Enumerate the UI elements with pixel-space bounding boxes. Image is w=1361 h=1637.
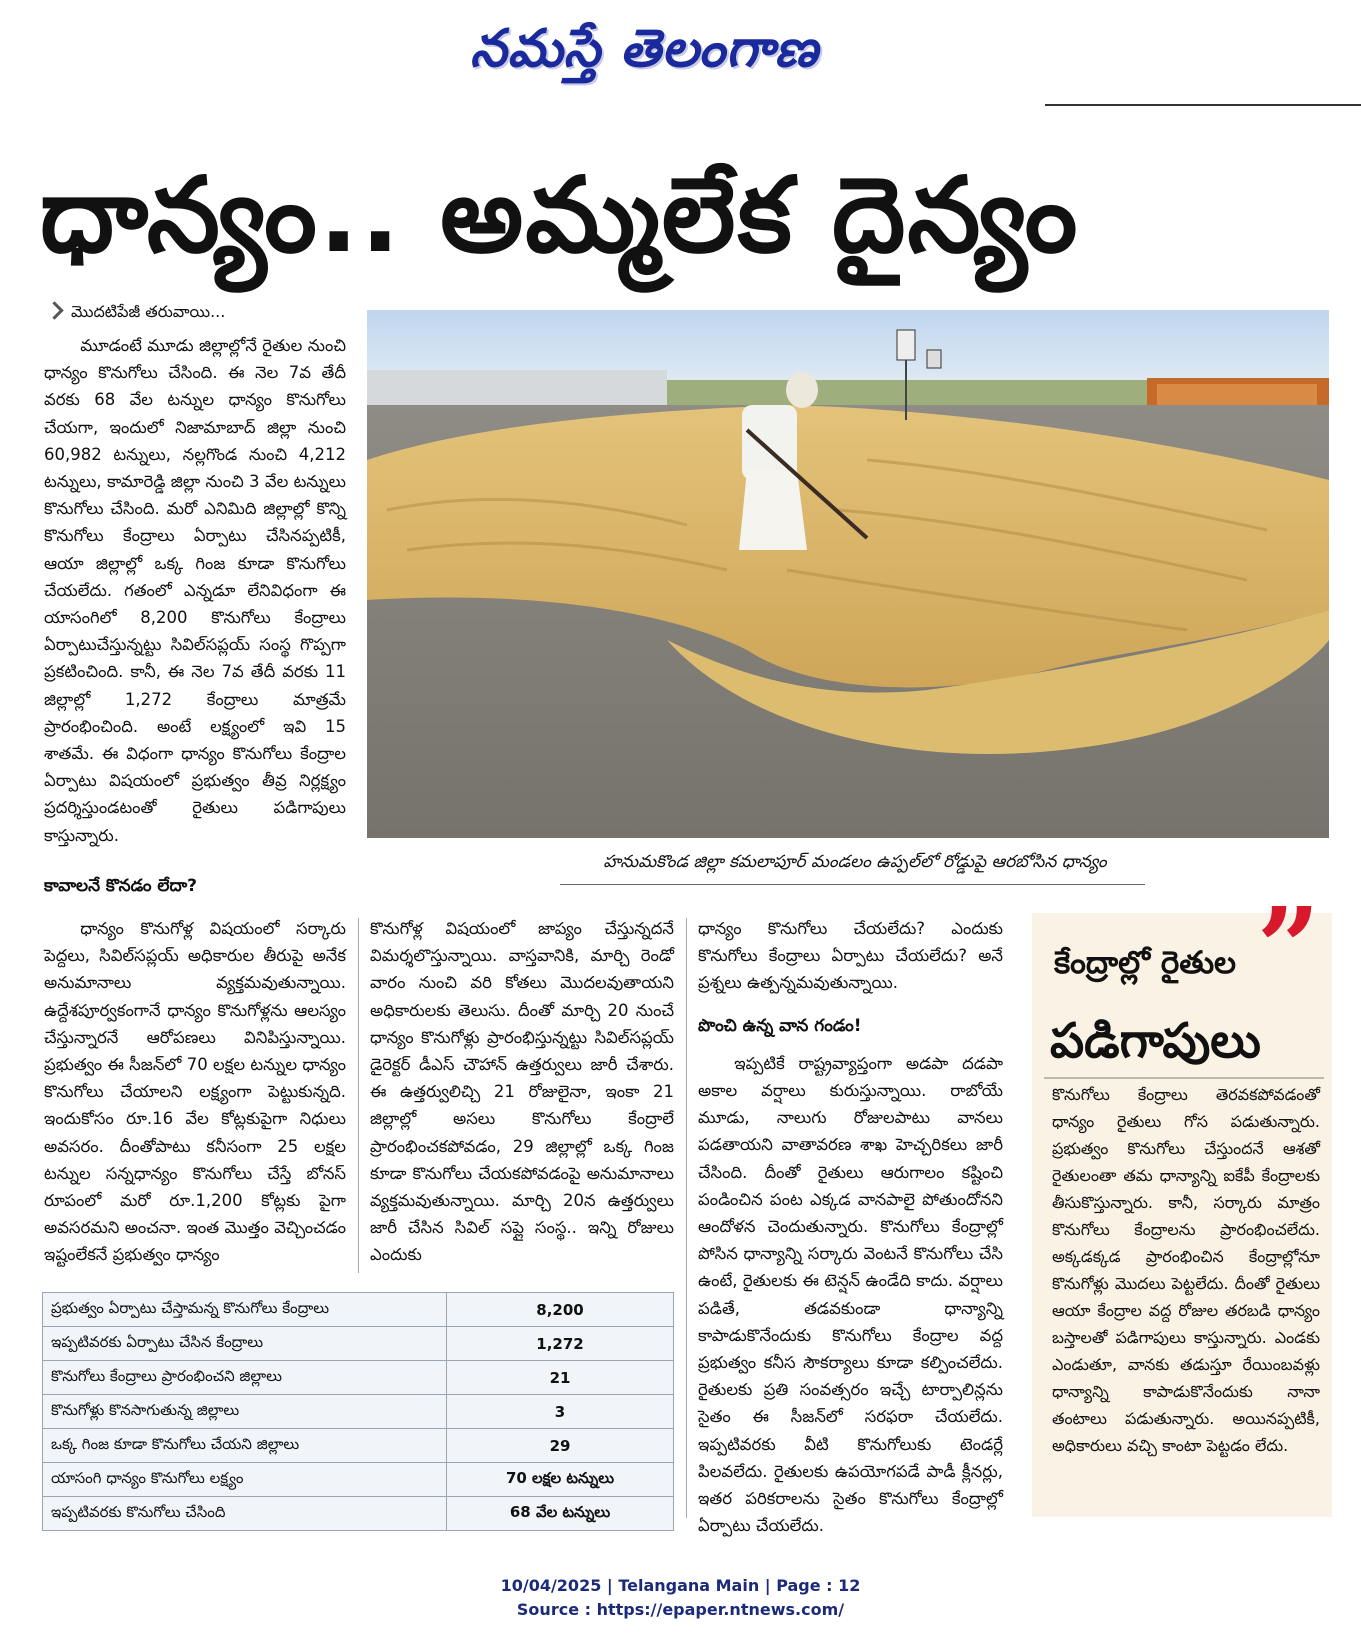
paragraph: ఇప్పటికే రాష్ట్రవ్యాప్తంగా అడపా దడపా అకాల వర్షాలు కురుస్తున్నాయి. రాబోయే మూడు, నాలుగు రోజులపాటు వానలు పడతాయని వాతావరణ శాఖ హెచ్చరికలు జారీ చేసింది. దీంతో రైతులు ఆరుగాలం కష్టించి పండించిన పంట ఎక్కడ వానపాలై పోతుందోనని ఆందోళన చెందుతున్నారు. కొనుగోలు కేంద్రాల్లో పోసిన ధాన్యాన్ని సర్కారు వెంటనే కొనుగోలు చేసి ఉంటే, రైతులకు ఈ టెన్షన్ ఉండేది కాదు. వర్షాలు పడితే, తడవకుండా ధాన్యాన్ని కాపాడుకొనేందుకు కొనుగోలు కేంద్రాల వద్ద ప్రభుత్వం కనీస సౌకర్యాలు కూడా కల్పించలేదు. రైతులకు ప్రతి సంవత్సరం ఇచ్చే టార్పాలిన్లను సైతం ఈ సీజన్‌లో సరఫరా చేయలేదు. ఇప్పటివరకు వీటి కొనుగోలుకు టెండర్లే పిలవలేదు. రైతులకు ఉపయోగపడే పాడీ క్లీనర్లు, ఇతర పరికరాలను సైతం కొనుగోలు కేంద్రాల్లో ఏర్పాటు చేయలేదు. bbox=[698, 1053, 1003, 1536]
sidebar-title-line2: పడిగాపులు bbox=[1050, 1013, 1261, 1069]
table-row bbox=[43, 1327, 674, 1361]
table-cell-value: 1,272 bbox=[447, 1327, 674, 1361]
table-cell-label: ఇప్పటివరకు కొనుగోలు చేసింది bbox=[43, 1497, 447, 1531]
sidebar-body: కొనుగోలు కేంద్రాలు తెరవకపోవడంతో ధాన్యం రైతులు గోస పడుతున్నారు. ప్రభుత్వం కొనుగోలు చేస్తుందనే ఆశతో రైతులంతా తమ ధాన్యాన్ని ఐకేపీ కేంద్రాలకు తీసుకొస్తున్నారు. కానీ, సర్కారు మాత్రం కొనుగోలు కేంద్రాలను ప్రారంభించలేదు. అక్కడక్కడ ప్రారంభించిన కేంద్రాల్లోనూ కొనుగోళ్లు మొదలు పెట్టలేదు. దీంతో రైతులు ఆయా కేంద్రాల వద్ద రోజుల తరబడి ధాన్యం బస్తాలతో పడిగాపులు కాస్తున్నారు. ఎండకు ఎండుతూ, వానకు తడుస్తూ రేయింబవళ్లు ధాన్యాన్ని కాపాడుకొనేందుకు నానా తంటాలు పడుతున్నారు. అయినప్పటికీ, అధికారులు వచ్చి కాంటా పెట్టడం లేదు. bbox=[1052, 1085, 1320, 1455]
table-cell-value: 3 bbox=[447, 1395, 674, 1429]
headline: ధాన్యం.. అమ్మలేక దైన్యం bbox=[40, 154, 1080, 276]
table-cell-label: యాసంగి ధాన్యం కొనుగోలు లక్ష్యం bbox=[43, 1463, 447, 1497]
article-photo bbox=[367, 310, 1329, 838]
table-cell-label: ఇప్పటివరకు ఏర్పాటు చేసిన కేంద్రాలు bbox=[43, 1327, 447, 1361]
photo-caption: హనుమకొండ జిల్లా కమలాపూర్ మండలం ఉప్పల్‌లో రోడ్డుపై ఆరబోసిన ధాన్యం bbox=[603, 852, 1107, 872]
article-column-2 bbox=[44, 915, 346, 1275]
chevron-right-icon bbox=[45, 301, 63, 319]
table-row bbox=[43, 1497, 674, 1531]
table-cell-value: 70 లక్షల టన్నులు bbox=[447, 1463, 674, 1497]
paragraph: కొనుగోళ్ల విషయంలో జాప్యం చేస్తున్నదనే విమర్శలొస్తున్నాయి. వాస్తవానికి, మార్చి రెండో వారం నుంచి వరి కోతలు మొదలవుతాయని అధికారులకు తెలుసు. దీంతో మార్చి 20 నుంచే ధాన్యం కొనుగోళ్లు ప్రారంభిస్తున్నట్టు సివిల్‌సప్లయ్ డైరెక్టర్ డీఎస్ చౌహాన్ ఉత్తర్వులు జారీ చేశారు. ఈ ఉత్తర్వులిచ్చి 21 రోజులైనా, ఇంకా 21 జిల్లాల్లో అసలు కొనుగోలు కేంద్రాలే ప్రారంభించకపోవడం, 29 జిల్లాల్లో ఒక్క గింజ కూడా కొనుగోలు చేయకపోవడంపై అనుమానాలు వ్యక్తమవుతున్నాయి. మార్చి 20న ఉత్తర్వులు జారీ చేసిన సివిల్ సప్లై సంస్థ.. ఇన్ని రోజులు ఎందుకు bbox=[370, 919, 674, 1265]
article-column-3 bbox=[370, 915, 674, 1275]
sidebar-rule bbox=[1044, 1077, 1324, 1079]
subheading: కావాలనే కొనడం లేదా? bbox=[44, 876, 198, 896]
kicker-text: మొదటిపేజీ తరువాయి... bbox=[71, 302, 226, 321]
column-divider bbox=[686, 918, 687, 1518]
paragraph: ధాన్యం కొనుగోలు చేయలేదు? ఎందుకు కొనుగోలు కేంద్రాలు ఏర్పాటు చేయలేదు? అనే ప్రశ్నలు ఉత్పన్నమవుతున్నాయి. bbox=[698, 919, 1003, 993]
sidebar-box bbox=[1032, 883, 1332, 1517]
table-row bbox=[43, 1361, 674, 1395]
paragraph: మూడంటే మూడు జిల్లాల్లోనే రైతుల నుంచి ధాన్యం కొనుగోలు చేసింది. ఈ నెల 7వ తేదీ వరకు 68 వేల టన్నుల ధాన్యం కొనుగోలు చేయగా, ఇందులో నిజామాబాద్ జిల్లా నుంచి 60,982 టన్నులు, నల్లగొండ నుంచి 4,212 టన్నులు, కామారెడ్డి జిల్లా నుంచి 3 వేల టన్నులు కొనుగోలు చేసింది. మరో ఎనిమిది జిల్లాల్లో కొన్ని కొనుగోలు కేంద్రాలు ఏర్పాటు చేసినప్పటికీ, ఆయా జిల్లాల్లో ఒక్క గింజ కూడా కొనుగోలు చేయలేదు. గతంలో ఎన్నడూ లేనివిధంగా ఈ యాసంగిలో 8,200 కొనుగోలు కేంద్రాలు ఏర్పాటుచేస్తున్నట్టు సివిల్‌సప్లయ్ సంస్థ గొప్పగా ప్రకటించింది. కానీ, ఈ నెల 7వ తేదీ వరకు 11 జిల్లాల్లో 1,272 కేంద్రాలు మాత్రమే ప్రారంభించింది. అంటే లక్ష్యంలో ఇవి 15 శాతమే. ఈ విధంగా ధాన్యం కొనుగోలు కేంద్రాల ఏర్పాటు విషయంలో ప్రభుత్వం తీవ్ర నిర్లక్ష్యం ప్రదర్శిస్తుండటంతో రైతులు పడిగాపులు కాస్తున్నారు. bbox=[44, 336, 346, 845]
table-row bbox=[43, 1429, 674, 1463]
table-cell-label: కొనుగోలు కేంద్రాలు ప్రారంభించని జిల్లాలు bbox=[43, 1361, 447, 1395]
quote-icon: ” bbox=[1256, 883, 1320, 1012]
footer-date-line: 10/04/2025 | Telangana Main | Page : 12 bbox=[500, 1576, 861, 1595]
table-cell-value: 29 bbox=[447, 1429, 674, 1463]
table-cell-label: కొనుగోళ్లు కొనసాగుతున్న జిల్లాలు bbox=[43, 1395, 447, 1429]
table-cell-label: ఒక్క గింజ కూడా కొనుగోలు చేయని జిల్లాలు bbox=[43, 1429, 447, 1463]
table-row bbox=[43, 1463, 674, 1497]
table-row bbox=[43, 1293, 674, 1327]
column-divider bbox=[358, 918, 359, 1273]
statistics-table bbox=[42, 1292, 674, 1531]
paragraph: ధాన్యం కొనుగోళ్ల విషయంలో సర్కారు పెద్దలు, సివిల్‌సప్లయ్ అధికారుల తీరుపై అనేక అనుమానాలు వ్యక్తమవుతున్నాయి. ఉద్దేశపూర్వకంగానే ధాన్యం కొనుగోళ్లను ఆలస్యం చేస్తున్నారనే ఆరోపణలు వినిపిస్తున్నాయి. ప్రభుత్వం ఈ సీజన్‌లో 70 లక్షల టన్నుల ధాన్యం కొనుగోలు చేయాలని లక్ష్యంగా పెట్టుకున్నది. ఇందుకోసం రూ.16 వేల కోట్లకుపైగా నిధులు అవసరం. దీంతోపాటు కనీసంగా 25 లక్షల టన్నుల సన్నధాన్యం కొనుగోలు చేస్తే బోనస్ రూపంలో మరో రూ.1,200 కోట్లకు పైగా అవసరమని అంచనా. ఇంత మొత్తం వెచ్చించడం ఇష్టంలేకనే ప్రభుత్వం ధాన్యం bbox=[44, 919, 346, 1265]
continuation-kicker bbox=[48, 302, 225, 325]
table-cell-value: 21 bbox=[447, 1361, 674, 1395]
top-rule bbox=[1045, 104, 1361, 106]
table-row bbox=[43, 1395, 674, 1429]
article-column-4 bbox=[698, 915, 1003, 1536]
article-column-1 bbox=[44, 332, 346, 862]
table-cell-value: 8,200 bbox=[447, 1293, 674, 1327]
table-cell-label: ప్రభుత్వం ఏర్పాటు చేస్తామన్న కొనుగోలు కేంద్రాలు bbox=[43, 1293, 447, 1327]
sidebar-title-line1: కేంద్రాల్లో రైతుల bbox=[1054, 945, 1237, 981]
masthead-logo: నమస్తే తెలంగాణ bbox=[470, 18, 819, 79]
subheading: పొంచి ఉన్న వాన గండం! bbox=[698, 1015, 862, 1036]
footer-source-link[interactable]: Source : https://epaper.ntnews.com/ bbox=[516, 1600, 845, 1619]
caption-rule bbox=[560, 884, 1145, 885]
table-cell-value: 68 వేల టన్నులు bbox=[447, 1497, 674, 1531]
